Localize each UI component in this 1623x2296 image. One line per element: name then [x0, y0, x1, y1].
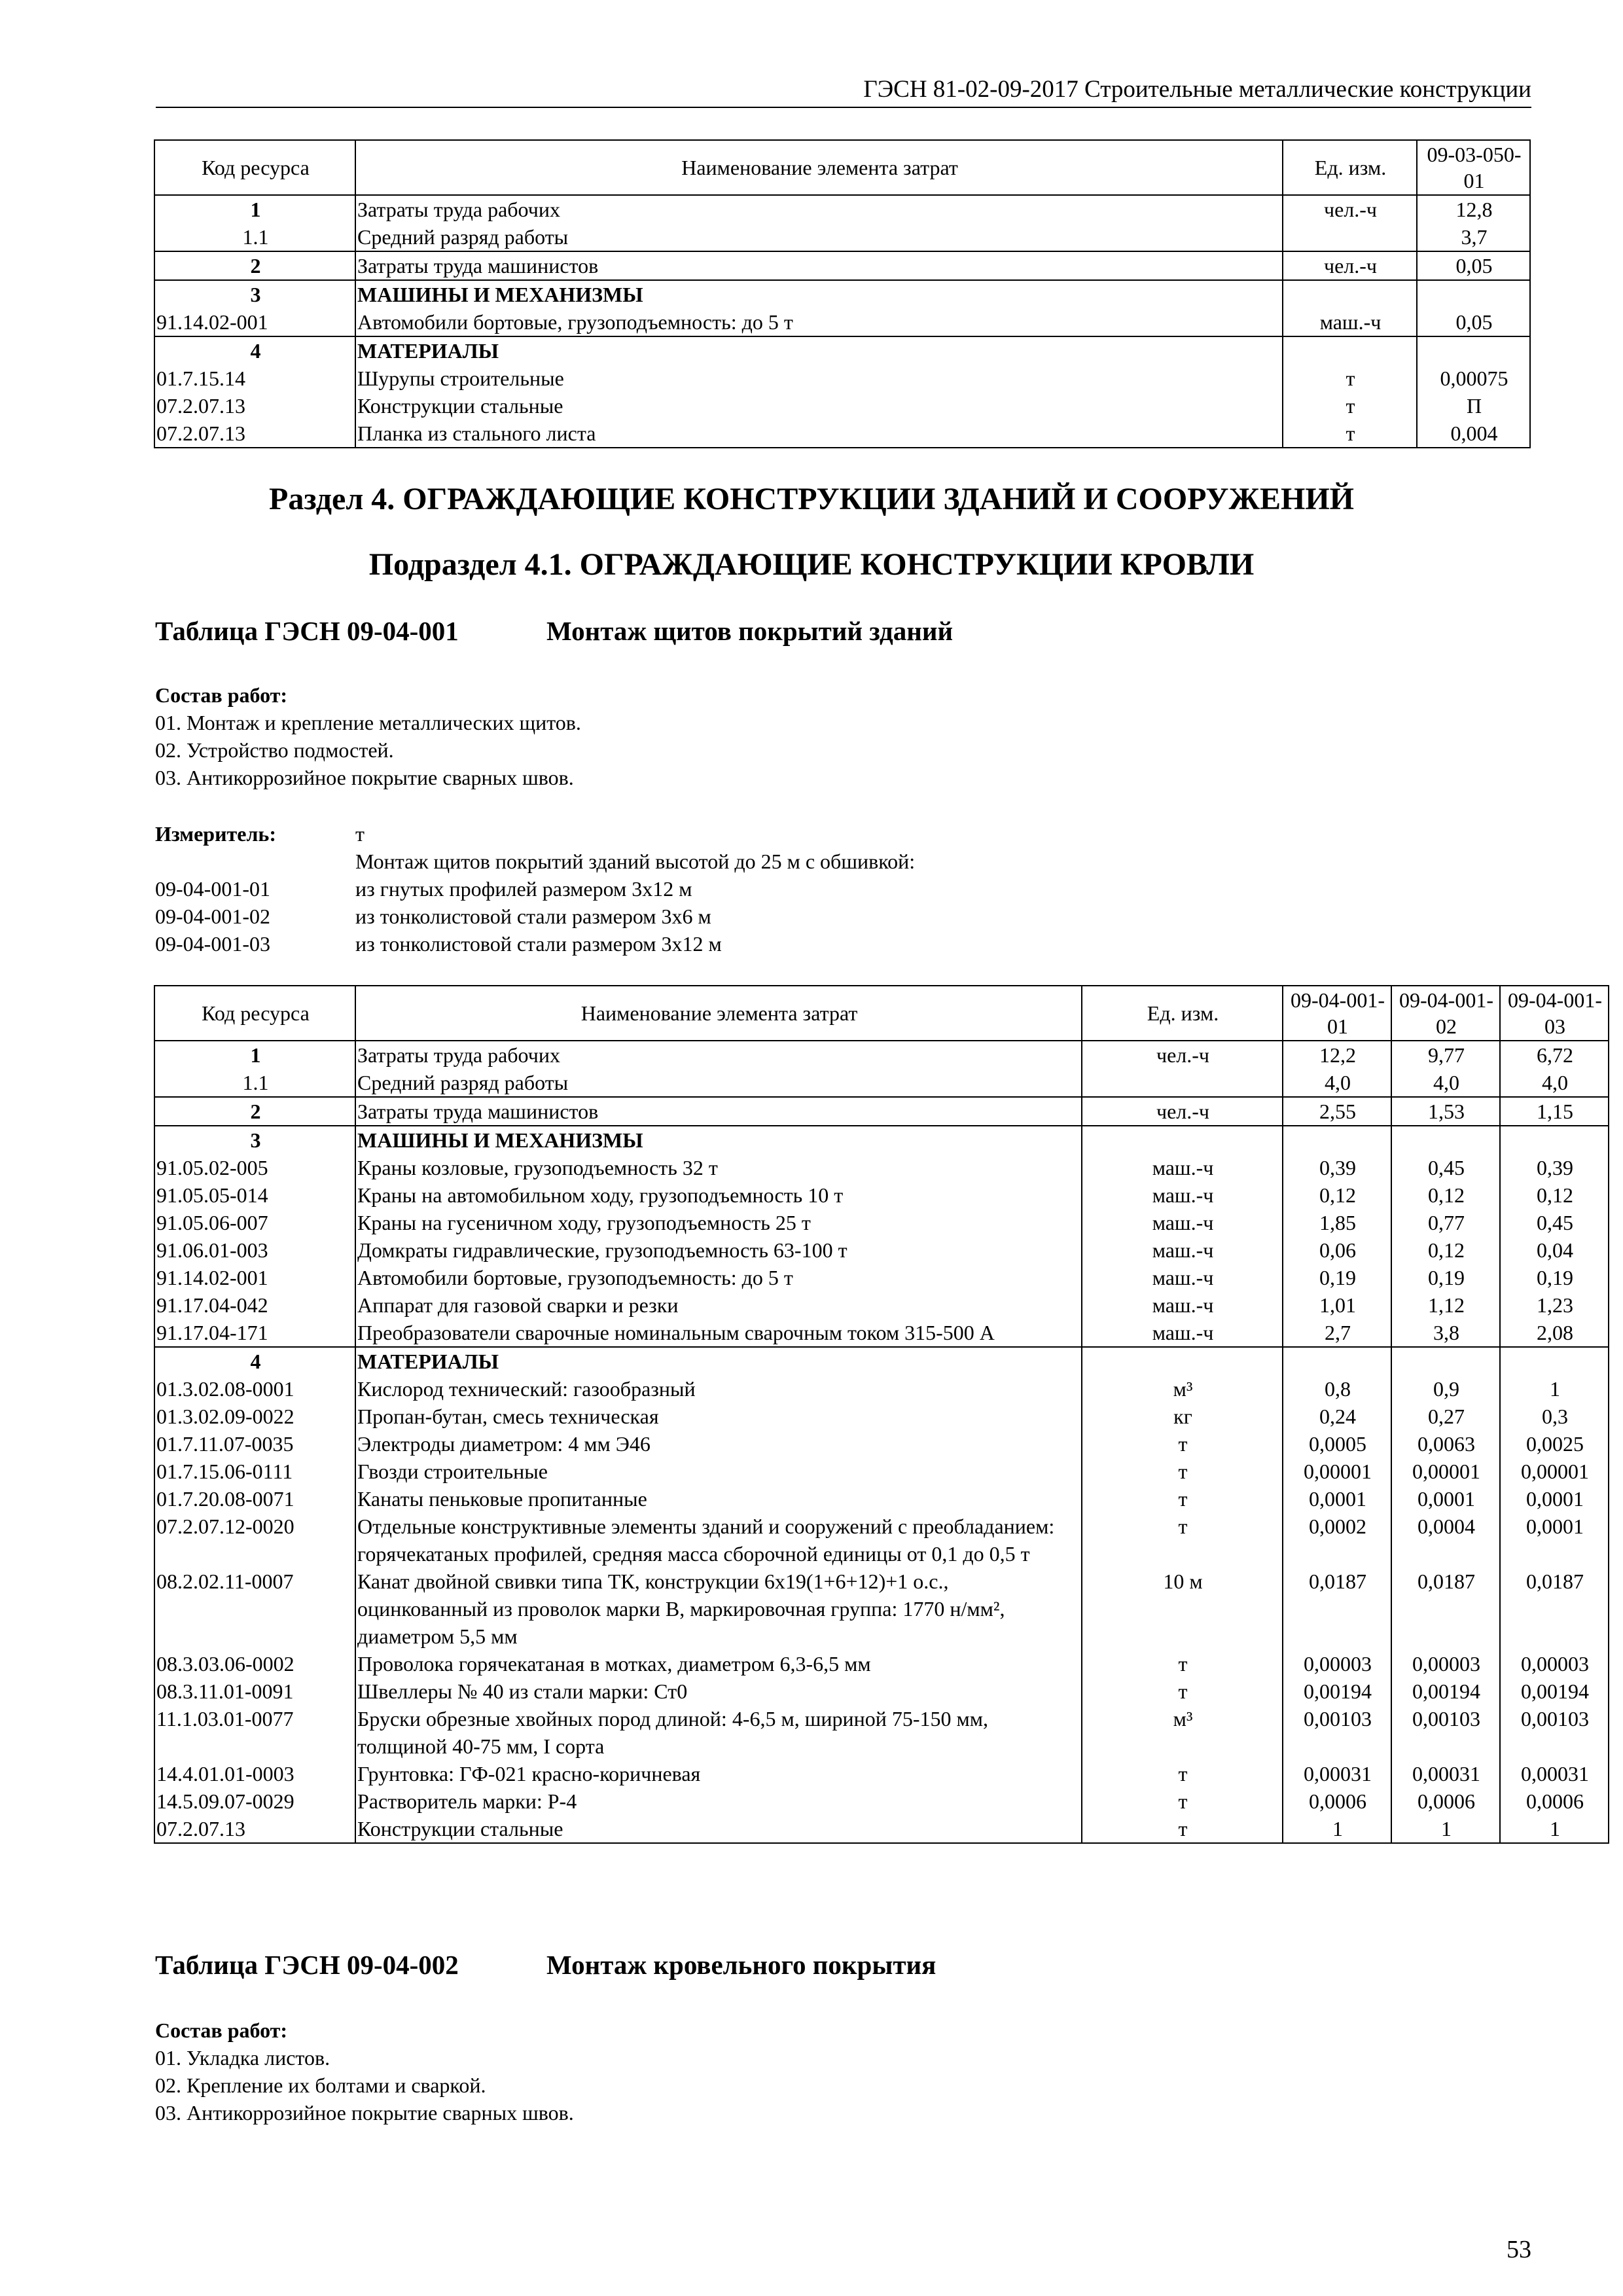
row-value: 6,72: [1500, 1041, 1609, 1069]
table-row: [154, 1430, 1609, 1458]
row-value: 0,0187: [1391, 1568, 1500, 1650]
row-value: 0,0001: [1391, 1485, 1500, 1513]
row-value: 0,0006: [1391, 1787, 1500, 1815]
row-name: Затраты труда машинистов: [355, 1097, 1082, 1126]
row-code: 14.5.09.07-0029: [154, 1787, 355, 1815]
page-number: 53: [1507, 2236, 1531, 2263]
row-name: Преобразователи сварочные номинальным сварочным током 315-500 А: [355, 1319, 1082, 1347]
table-row: [154, 365, 1530, 392]
table-row: [154, 420, 1530, 448]
row-name: Швеллеры № 40 из стали марки: Ст0: [355, 1677, 1082, 1705]
row-value: 1: [1500, 1815, 1609, 1843]
row-unit: 10 м: [1082, 1568, 1283, 1650]
row-code: 1.1: [154, 1069, 355, 1097]
row-value: 0,05: [1417, 251, 1530, 280]
row-value: 0,00103: [1391, 1705, 1500, 1760]
row-value: 0,00003: [1283, 1650, 1391, 1677]
row-value: 1: [1283, 1815, 1391, 1843]
row-value: [1417, 336, 1530, 365]
row-unit: [1082, 1126, 1283, 1154]
meter-label: Измеритель:: [155, 822, 276, 846]
row-value: 1,01: [1283, 1291, 1391, 1319]
row-value: 0,19: [1500, 1264, 1609, 1291]
row-code: 07.2.07.13: [154, 392, 355, 420]
row-value: [1417, 280, 1530, 308]
table-row: [154, 1815, 1609, 1843]
row-unit: м³: [1082, 1705, 1283, 1760]
row-value: 4,0: [1391, 1069, 1500, 1097]
row-code: 91.14.02-001: [154, 308, 355, 336]
row-code: 3: [154, 1126, 355, 1154]
row-unit: т: [1283, 365, 1417, 392]
table-name: Монтаж щитов покрытий зданий: [546, 616, 954, 646]
row-value: 0,00194: [1283, 1677, 1391, 1705]
row-unit: т: [1082, 1430, 1283, 1458]
row-unit: маш.-ч: [1082, 1319, 1283, 1347]
row-code: 91.17.04-042: [154, 1291, 355, 1319]
variant-code: 09-04-001-01: [155, 877, 270, 901]
subsection-title: Подраздел 4.1. ОГРАЖДАЮЩИЕ КОНСТРУКЦИИ КРОВЛИ: [368, 547, 1255, 582]
row-name: Отдельные конструктивные элементы зданий и сооружений с преобладанием: горячекатаных профилей, средняя масса сборочной единицы от 0,1 до 0,5 т: [355, 1513, 1082, 1568]
row-unit: [1283, 280, 1417, 308]
row-unit: [1082, 1069, 1283, 1097]
row-value: 0,00194: [1391, 1677, 1500, 1705]
row-value: 0,05: [1417, 308, 1530, 336]
row-code: 1: [154, 1041, 355, 1069]
variant-text: из тонколистовой стали размером 3х12 м: [355, 932, 722, 956]
row-unit: т: [1082, 1677, 1283, 1705]
row-value: 0,8: [1283, 1375, 1391, 1403]
row-code: 01.7.11.07-0035: [154, 1430, 355, 1458]
row-value: 0,19: [1391, 1264, 1500, 1291]
row-code: 11.1.03.01-0077: [154, 1705, 355, 1760]
row-value: 1,12: [1391, 1291, 1500, 1319]
table-code: Таблица ГЭСН 09-04-002: [155, 1950, 459, 1980]
row-unit: т: [1283, 392, 1417, 420]
row-value: 0,12: [1283, 1181, 1391, 1209]
row-value: 0,77: [1391, 1209, 1500, 1236]
row-name: МАТЕРИАЛЫ: [355, 1347, 1082, 1375]
row-unit: маш.-ч: [1082, 1209, 1283, 1236]
row-unit: т: [1082, 1815, 1283, 1843]
row-code: 3: [154, 280, 355, 308]
running-header: ГЭСН 81-02-09-2017 Строительные металлические конструкции: [863, 76, 1531, 103]
row-value: [1391, 1347, 1500, 1375]
row-name: МАТЕРИАЛЫ: [355, 336, 1283, 365]
row-unit: т: [1082, 1513, 1283, 1568]
row-value: 2,08: [1500, 1319, 1609, 1347]
row-name: Конструкции стальные: [355, 1815, 1082, 1843]
row-code: 2: [154, 251, 355, 280]
row-unit: маш.-ч: [1283, 308, 1417, 336]
row-value: 0,9: [1391, 1375, 1500, 1403]
header-col1: 09-03-050-01: [1417, 140, 1530, 195]
variant-code: 09-04-001-03: [155, 932, 270, 956]
table-row: [154, 1209, 1609, 1236]
row-value: 0,12: [1391, 1181, 1500, 1209]
row-value: 0,0001: [1283, 1485, 1391, 1513]
table-row: [154, 1650, 1609, 1677]
row-value: 0,0063: [1391, 1430, 1500, 1458]
row-name: Канаты пеньковые пропитанные: [355, 1485, 1082, 1513]
row-name: Планка из стального листа: [355, 420, 1283, 448]
row-value: 0,39: [1283, 1154, 1391, 1181]
row-name: Грунтовка: ГФ-021 красно-коричневая: [355, 1760, 1082, 1787]
row-code: 1.1: [154, 223, 355, 251]
row-code: 08.3.03.06-0002: [154, 1650, 355, 1677]
header-name: Наименование элемента затрат: [355, 986, 1082, 1041]
header-unit: Ед. изм.: [1283, 140, 1417, 195]
row-name: Конструкции стальные: [355, 392, 1283, 420]
row-code: 01.7.15.14: [154, 365, 355, 392]
row-unit: [1283, 223, 1417, 251]
table-row: [154, 1760, 1609, 1787]
table-name: Монтаж кровельного покрытия: [546, 1950, 936, 1980]
row-value: 9,77: [1391, 1041, 1500, 1069]
row-value: 0,00001: [1500, 1458, 1609, 1485]
row-name: Проволока горячекатаная в мотках, диаметром 6,3-6,5 мм: [355, 1650, 1082, 1677]
row-code: 91.17.04-171: [154, 1319, 355, 1347]
row-unit: т: [1082, 1458, 1283, 1485]
row-value: 0,04: [1500, 1236, 1609, 1264]
variant-text: из тонколистовой стали размером 3х6 м: [355, 905, 711, 928]
row-value: 0,0187: [1283, 1568, 1391, 1650]
row-code: 2: [154, 1097, 355, 1126]
row-value: 1: [1500, 1375, 1609, 1403]
table-row: [154, 1568, 1609, 1650]
row-unit: чел.-ч: [1082, 1097, 1283, 1126]
row-code: 01.3.02.09-0022: [154, 1403, 355, 1430]
table-row: [154, 1347, 1609, 1375]
row-code: 01.3.02.08-0001: [154, 1375, 355, 1403]
row-code: 07.2.07.13: [154, 420, 355, 448]
row-code: 07.2.07.13: [154, 1815, 355, 1843]
header-col3: 09-04-001-03: [1500, 986, 1609, 1041]
row-code: 4: [154, 1347, 355, 1375]
table-row: [154, 1126, 1609, 1154]
row-unit: чел.-ч: [1283, 195, 1417, 223]
row-name: Канат двойной свивки типа ТК, конструкции 6х19(1+6+12)+1 о.с., оцинкованный из проволок марки В, маркировочная группа: 1770 н/мм², диаметром 5,5 мм: [355, 1568, 1082, 1650]
row-code: 91.05.05-014: [154, 1181, 355, 1209]
table-row: [154, 1787, 1609, 1815]
row-value: 3,7: [1417, 223, 1530, 251]
row-value: 0,0002: [1283, 1513, 1391, 1568]
table-row: [154, 251, 1530, 280]
row-value: 1,85: [1283, 1209, 1391, 1236]
table-row: [154, 392, 1530, 420]
table-row: [154, 1485, 1609, 1513]
row-value: 3,8: [1391, 1319, 1500, 1347]
row-value: 0,45: [1500, 1209, 1609, 1236]
row-unit: [1283, 336, 1417, 365]
row-value: [1283, 1347, 1391, 1375]
row-value: 1: [1391, 1815, 1500, 1843]
row-value: 0,00001: [1391, 1458, 1500, 1485]
resource-table-09-04-001: [154, 985, 1609, 1844]
row-value: [1500, 1126, 1609, 1154]
table-row: [154, 1154, 1609, 1181]
table-row: [154, 1041, 1609, 1069]
header-code: Код ресурса: [154, 986, 355, 1041]
table-row: [154, 336, 1530, 365]
header-col1: 09-04-001-01: [1283, 986, 1391, 1041]
table-heading-09-04-002: [155, 1949, 1333, 1983]
work-item: 02. Устройство подмостей.: [155, 738, 394, 762]
work-item: 03. Антикоррозийное покрытие сварных швов.: [155, 766, 574, 789]
table-row: [154, 195, 1530, 223]
header-code: Код ресурса: [154, 140, 355, 195]
row-unit: чел.-ч: [1082, 1041, 1283, 1069]
row-unit: м³: [1082, 1375, 1283, 1403]
table-row: [154, 308, 1530, 336]
table-row: [154, 1403, 1609, 1430]
row-value: 12,2: [1283, 1041, 1391, 1069]
table-row: [154, 1458, 1609, 1485]
row-name: Гвозди строительные: [355, 1458, 1082, 1485]
table-row: [154, 1181, 1609, 1209]
row-value: 0,39: [1500, 1154, 1609, 1181]
row-unit: маш.-ч: [1082, 1291, 1283, 1319]
row-name: Кислород технический: газообразный: [355, 1375, 1082, 1403]
row-value: 0,12: [1391, 1236, 1500, 1264]
row-value: 0,0006: [1283, 1787, 1391, 1815]
row-value: 0,3: [1500, 1403, 1609, 1430]
header-col2: 09-04-001-02: [1391, 986, 1500, 1041]
variant-text: из гнутых профилей размером 3х12 м: [355, 877, 692, 901]
table-row: [154, 1375, 1609, 1403]
work-item: 01. Укладка листов.: [155, 2046, 330, 2070]
row-code: 91.05.02-005: [154, 1154, 355, 1181]
row-value: 0,00194: [1500, 1677, 1609, 1705]
header-divider: [156, 107, 1531, 108]
row-name: МАШИНЫ И МЕХАНИЗМЫ: [355, 280, 1283, 308]
table-code: Таблица ГЭСН 09-04-001: [155, 616, 459, 646]
meter-description: Монтаж щитов покрытий зданий высотой до 25 м с обшивкой:: [355, 850, 916, 873]
row-code: 14.4.01.01-0003: [154, 1760, 355, 1787]
row-value: 4,0: [1283, 1069, 1391, 1097]
row-unit: маш.-ч: [1082, 1154, 1283, 1181]
row-name: Автомобили бортовые, грузоподъемность: до 5 т: [355, 1264, 1082, 1291]
row-value: 4,0: [1500, 1069, 1609, 1097]
table-row: [154, 1097, 1609, 1126]
row-unit: маш.-ч: [1082, 1236, 1283, 1264]
variant-code: 09-04-001-02: [155, 905, 270, 928]
row-code: 07.2.07.12-0020: [154, 1513, 355, 1568]
row-name: Затраты труда машинистов: [355, 251, 1283, 280]
table-row: [154, 1291, 1609, 1319]
row-value: 0,00031: [1500, 1760, 1609, 1787]
row-unit: [1082, 1347, 1283, 1375]
table-row: [154, 1677, 1609, 1705]
row-value: 2,7: [1283, 1319, 1391, 1347]
work-item: 03. Антикоррозийное покрытие сварных швов.: [155, 2101, 574, 2125]
row-name: Электроды диаметром: 4 мм Э46: [355, 1430, 1082, 1458]
row-code: 91.06.01-003: [154, 1236, 355, 1264]
row-unit: т: [1082, 1787, 1283, 1815]
table-row: [154, 280, 1530, 308]
work-item: 01. Монтаж и крепление металлических щитов.: [155, 711, 581, 734]
row-code: 01.7.20.08-0071: [154, 1485, 355, 1513]
row-value: 0,00031: [1391, 1760, 1500, 1787]
row-unit: т: [1082, 1760, 1283, 1787]
row-name: Домкраты гидравлические, грузоподъемность 63-100 т: [355, 1236, 1082, 1264]
row-name: Шурупы строительные: [355, 365, 1283, 392]
row-unit: маш.-ч: [1082, 1181, 1283, 1209]
table-row: [154, 1236, 1609, 1264]
row-value: [1500, 1347, 1609, 1375]
row-value: 0,00003: [1391, 1650, 1500, 1677]
table-row: [154, 1319, 1609, 1347]
row-value: 0,0025: [1500, 1430, 1609, 1458]
row-unit: маш.-ч: [1082, 1264, 1283, 1291]
row-value: 0,0004: [1391, 1513, 1500, 1568]
row-code: 08.3.11.01-0091: [154, 1677, 355, 1705]
row-unit: кг: [1082, 1403, 1283, 1430]
row-value: [1283, 1126, 1391, 1154]
row-value: 0,004: [1417, 420, 1530, 448]
row-unit: т: [1283, 420, 1417, 448]
row-unit: чел.-ч: [1283, 251, 1417, 280]
work-composition-label: Состав работ:: [155, 683, 288, 707]
row-value: 0,00103: [1283, 1705, 1391, 1760]
row-code: 01.7.15.06-0111: [154, 1458, 355, 1485]
row-name: Затраты труда рабочих: [355, 1041, 1082, 1069]
row-value: 0,00075: [1417, 365, 1530, 392]
table-row: [154, 1705, 1609, 1760]
meter-unit: т: [355, 822, 365, 846]
row-name: Затраты труда рабочих: [355, 195, 1283, 223]
table-row: [154, 1069, 1609, 1097]
row-value: 0,19: [1283, 1264, 1391, 1291]
row-name: Краны на автомобильном ходу, грузоподъемность 10 т: [355, 1181, 1082, 1209]
row-name: Автомобили бортовые, грузоподъемность: до 5 т: [355, 308, 1283, 336]
row-code: 4: [154, 336, 355, 365]
row-value: 0,45: [1391, 1154, 1500, 1181]
row-value: 0,0001: [1500, 1513, 1609, 1568]
table-row: [154, 223, 1530, 251]
row-value: П: [1417, 392, 1530, 420]
header-unit: Ед. изм.: [1082, 986, 1283, 1041]
row-name: МАШИНЫ И МЕХАНИЗМЫ: [355, 1126, 1082, 1154]
row-unit: т: [1082, 1650, 1283, 1677]
row-value: 0,00031: [1283, 1760, 1391, 1787]
row-value: 0,0001: [1500, 1485, 1609, 1513]
row-value: 1,15: [1500, 1097, 1609, 1126]
row-value: 1,53: [1391, 1097, 1500, 1126]
header-name: Наименование элемента затрат: [355, 140, 1283, 195]
row-value: 0,27: [1391, 1403, 1500, 1430]
row-value: 0,0187: [1500, 1568, 1609, 1650]
row-value: 12,8: [1417, 195, 1530, 223]
row-name: Аппарат для газовой сварки и резки: [355, 1291, 1082, 1319]
row-name: Растворитель марки: Р-4: [355, 1787, 1082, 1815]
row-code: 1: [154, 195, 355, 223]
row-code: 91.05.06-007: [154, 1209, 355, 1236]
row-value: 0,24: [1283, 1403, 1391, 1430]
row-value: 2,55: [1283, 1097, 1391, 1126]
section-title: Раздел 4. ОГРАЖДАЮЩИЕ КОНСТРУКЦИИ ЗДАНИЙ И СООРУЖЕНИЙ: [269, 482, 1354, 516]
row-value: [1391, 1126, 1500, 1154]
row-name: Пропан-бутан, смесь техническая: [355, 1403, 1082, 1430]
row-value: 1,23: [1500, 1291, 1609, 1319]
table-heading-09-04-001: [155, 615, 1333, 649]
row-name: Средний разряд работы: [355, 1069, 1082, 1097]
row-value: 0,00001: [1283, 1458, 1391, 1485]
row-value: 0,00103: [1500, 1705, 1609, 1760]
row-value: 0,06: [1283, 1236, 1391, 1264]
row-unit: т: [1082, 1485, 1283, 1513]
row-value: 0,12: [1500, 1181, 1609, 1209]
table-row: [154, 1513, 1609, 1568]
row-name: Средний разряд работы: [355, 223, 1283, 251]
row-name: Краны на гусеничном ходу, грузоподъемность 25 т: [355, 1209, 1082, 1236]
table-row: [154, 1264, 1609, 1291]
row-name: Краны козловые, грузоподъемность 32 т: [355, 1154, 1082, 1181]
work-composition-label: Состав работ:: [155, 2018, 288, 2042]
row-value: 0,00003: [1500, 1650, 1609, 1677]
row-code: 08.2.02.11-0007: [154, 1568, 355, 1650]
resource-table-09-03-050: [154, 139, 1531, 448]
row-name: Бруски обрезные хвойных пород длиной: 4-6,5 м, шириной 75-150 мм, толщиной 40-75 мм, I сорта: [355, 1705, 1082, 1760]
work-item: 02. Крепление их болтами и сваркой.: [155, 2073, 486, 2097]
row-code: 91.14.02-001: [154, 1264, 355, 1291]
row-value: 0,0005: [1283, 1430, 1391, 1458]
row-value: 0,0006: [1500, 1787, 1609, 1815]
